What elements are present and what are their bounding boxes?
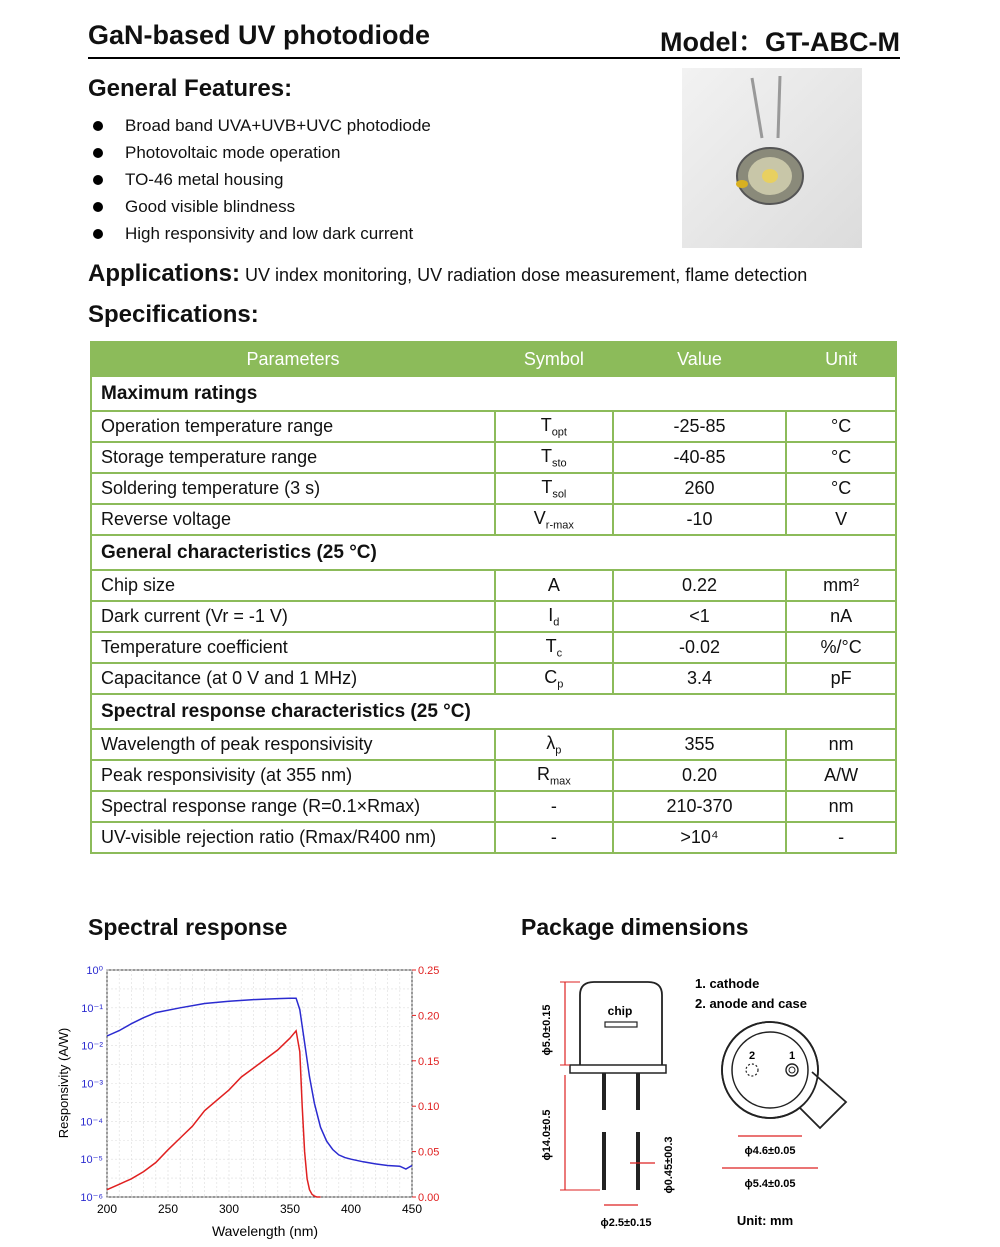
param-cell: Spectral response range (R=0.1×Rmax) [91, 791, 495, 822]
symbol-cell [495, 760, 613, 791]
spec-row [91, 411, 896, 442]
section-row [91, 376, 896, 411]
unit-cell: - [786, 822, 896, 853]
unit-cell: °C [786, 411, 896, 442]
y2-tick-label: 0.05 [418, 1146, 440, 1159]
bullet-icon [93, 229, 103, 239]
y2-tick-label: 0.20 [418, 1010, 440, 1023]
symbol-main: T [545, 635, 557, 656]
spec-row [91, 601, 896, 632]
x-tick-label: 350 [279, 1202, 301, 1216]
feature-item: Photovoltaic mode operation [88, 139, 431, 166]
spec-row [91, 822, 896, 853]
symbol-cell [495, 473, 613, 504]
y-tick-label: 10⁻² [81, 1040, 103, 1053]
section-title: Maximum ratings [91, 376, 896, 411]
unit-cell: °C [786, 473, 896, 504]
bullet-icon [93, 121, 103, 131]
dim-outer-diameter: ϕ5.4±0.05 [744, 1178, 796, 1190]
bullet-icon [93, 202, 103, 212]
unit-cell: mm² [786, 570, 896, 601]
pin-legend-2: 2. anode and case [695, 996, 807, 1011]
product-photo [682, 68, 862, 248]
y2-tick-label: 0.00 [418, 1192, 440, 1204]
value-cell: -40-85 [613, 442, 787, 473]
symbol-subscript: p [557, 678, 564, 691]
symbol-cell [495, 601, 613, 632]
spec-row [91, 632, 896, 663]
feature-item: Good visible blindness [88, 193, 431, 220]
unit-cell: nA [786, 601, 896, 632]
symbol-cell [495, 791, 613, 822]
value-cell: -0.02 [613, 632, 787, 663]
section-title: Spectral response characteristics (25 °C) [91, 694, 896, 729]
photodiode-image [682, 68, 862, 248]
y-tick-label: 10⁻³ [81, 1078, 103, 1091]
chip-label: chip [607, 1004, 633, 1018]
symbol-main: A [547, 575, 560, 595]
unit-cell: %/°C [786, 632, 896, 663]
section-title: General characteristics (25 °C) [91, 535, 896, 570]
symbol-cell [495, 570, 613, 601]
section-row [91, 694, 896, 729]
param-cell: Wavelength of peak responsivisity [91, 729, 495, 760]
param-cell: Capacitance (at 0 V and 1 MHz) [91, 663, 495, 694]
unit-cell: °C [786, 442, 896, 473]
x-tick-label: 200 [96, 1202, 118, 1216]
bullet-icon [93, 175, 103, 185]
symbol-main: C [544, 666, 558, 687]
spectral-chart [50, 955, 460, 1245]
symbol-subscript: opt [551, 426, 567, 439]
spec-row [91, 729, 896, 760]
specifications-title: Specifications: [88, 301, 259, 328]
unit-label: Unit: mm [736, 1213, 794, 1228]
y2-tick-label: 0.15 [418, 1055, 440, 1068]
pin-2-number: 2 [748, 1050, 756, 1062]
y-tick-label: 10⁻¹ [81, 1002, 103, 1015]
symbol-main: - [550, 827, 557, 847]
value-cell: -25-85 [613, 411, 787, 442]
symbol-subscript: sto [552, 457, 567, 470]
spec-row [91, 473, 896, 504]
y-axis-label: Responsivity (A/W) [56, 1027, 71, 1139]
value-cell: 210-370 [613, 791, 787, 822]
spec-row [91, 570, 896, 601]
col-header: Unit [786, 342, 896, 376]
symbol-main: T [540, 414, 552, 435]
value-cell: -10 [613, 504, 787, 535]
value-cell: 0.20 [613, 760, 787, 791]
x-tick-label: 450 [401, 1202, 423, 1216]
param-cell: Operation temperature range [91, 411, 495, 442]
dim-can-diameter: ϕ5.0±0.15 [541, 1004, 553, 1056]
param-cell: UV-visible rejection ratio (Rmax/R400 nm) [91, 822, 495, 853]
y-tick-label: 10⁻⁶ [80, 1192, 103, 1204]
y-tick-label: 10⁻⁵ [80, 1154, 103, 1167]
value-cell: 355 [613, 729, 787, 760]
spec-table [90, 341, 897, 854]
symbol-main: λ [546, 732, 556, 753]
x-axis-label: Wavelength (nm) [211, 1223, 319, 1239]
col-header: Value [613, 342, 787, 376]
header-rule [88, 57, 900, 59]
symbol-main: V [533, 507, 546, 528]
symbol-subscript: c [556, 647, 563, 660]
spec-row [91, 760, 896, 791]
symbol-main: T [541, 476, 553, 497]
features-title: General Features: [88, 75, 293, 102]
applications-text: UV index monitoring, UV radiation dose measurement, flame detection [240, 265, 808, 285]
symbol-cell [495, 729, 613, 760]
dim-pin-spacing: ϕ2.5±0.15 [600, 1217, 652, 1229]
feature-item: Broad band UVA+UVB+UVC photodiode [88, 112, 431, 139]
inner-circle [732, 1032, 808, 1108]
can-flange [570, 1065, 666, 1073]
feature-item: TO-46 metal housing [88, 166, 431, 193]
symbol-main: I [548, 604, 554, 625]
param-cell: Storage temperature range [91, 442, 495, 473]
spec-row [91, 442, 896, 473]
value-cell: 260 [613, 473, 787, 504]
symbol-subscript: sol [552, 488, 567, 501]
param-cell: Chip size [91, 570, 495, 601]
feature-item: High responsivity and low dark current [88, 220, 431, 247]
features-list [88, 112, 431, 247]
y2-tick-label: 0.25 [418, 965, 440, 977]
symbol-main: R [536, 763, 550, 784]
unit-cell: nm [786, 791, 896, 822]
value-cell: 3.4 [613, 663, 787, 694]
bullet-icon [93, 148, 103, 158]
spec-header-row [91, 342, 896, 376]
package-title: Package dimensions [521, 914, 749, 940]
param-cell: Reverse voltage [91, 504, 495, 535]
applications-title: Applications: [88, 260, 241, 287]
x-tick-label: 300 [218, 1202, 240, 1216]
symbol-cell [495, 663, 613, 694]
x-tick-label: 250 [157, 1202, 179, 1216]
y-tick-label: 10⁻⁴ [80, 1116, 103, 1129]
spec-row [91, 504, 896, 535]
unit-cell: pF [786, 663, 896, 694]
pin-1-number: 1 [788, 1050, 796, 1062]
section-row [91, 535, 896, 570]
model-label: Model：GT-ABC-M [660, 27, 900, 57]
param-cell: Soldering temperature (3 s) [91, 473, 495, 504]
spec-row [91, 791, 896, 822]
unit-cell: A/W [786, 760, 896, 791]
param-cell: Dark current (Vr = -1 V) [91, 601, 495, 632]
dim-pin-length: ϕ14.0±0.5 [541, 1109, 553, 1161]
symbol-cell [495, 411, 613, 442]
symbol-subscript: max [549, 775, 571, 788]
col-header: Parameters [91, 342, 495, 376]
symbol-cell [495, 442, 613, 473]
spectral-title: Spectral response [88, 914, 288, 940]
pin-legend-1: 1. cathode [695, 976, 760, 991]
symbol-main: T [541, 445, 552, 466]
symbol-cell [495, 822, 613, 853]
symbol-cell [495, 504, 613, 535]
symbol-subscript: d [553, 616, 560, 629]
x-tick-label: 400 [340, 1202, 362, 1216]
spec-row [91, 663, 896, 694]
applications [88, 260, 807, 288]
value-cell: >10⁴ [613, 822, 787, 853]
param-cell: Peak responsivisity (at 355 nm) [91, 760, 495, 791]
symbol-subscript: p [555, 744, 562, 757]
col-header: Symbol [495, 342, 613, 376]
dim-pin-diameter: ϕ0.45±00.3 [663, 1136, 675, 1194]
unit-cell: nm [786, 729, 896, 760]
symbol-main: - [550, 796, 557, 816]
symbol-subscript: r-max [545, 519, 574, 532]
value-cell: <1 [613, 601, 787, 632]
chip-icon [605, 1022, 637, 1027]
y2-tick-label: 0.10 [418, 1101, 440, 1114]
y-tick-label: 10⁰ [86, 965, 103, 977]
package-diagram [520, 960, 860, 1240]
value-cell: 0.22 [613, 570, 787, 601]
symbol-cell [495, 632, 613, 663]
param-cell: Temperature coefficient [91, 632, 495, 663]
spec-body [91, 376, 896, 853]
product-title: GaN-based UV photodiode [88, 20, 431, 50]
unit-cell: V [786, 504, 896, 535]
dim-inner-diameter: ϕ4.6±0.05 [744, 1145, 796, 1157]
